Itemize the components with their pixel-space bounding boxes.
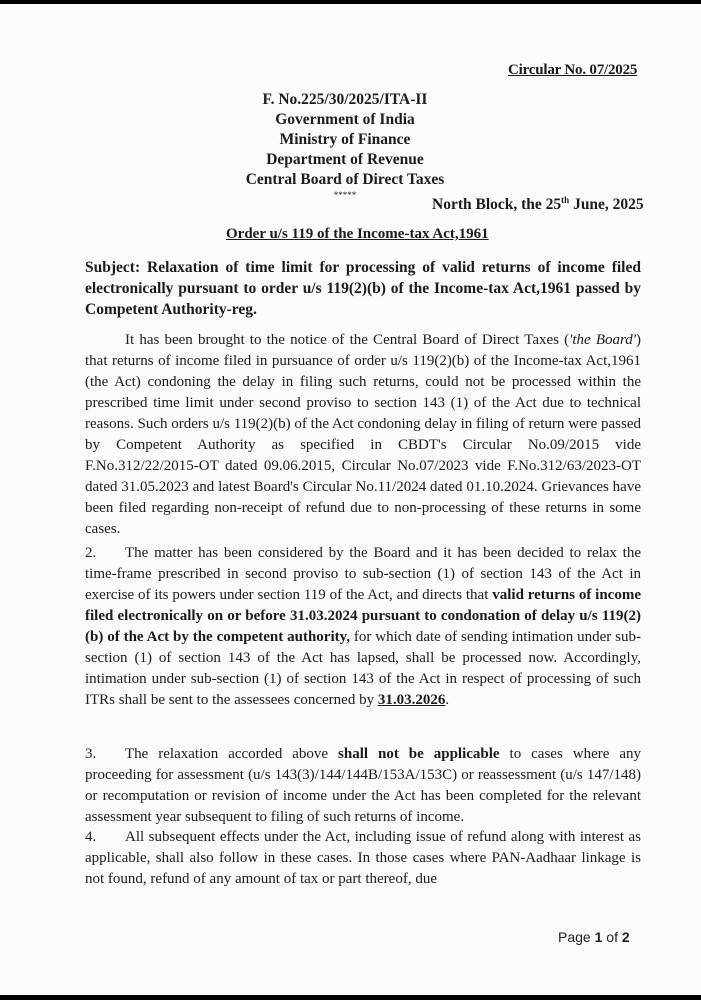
separator-stars: ***** (333, 190, 357, 200)
board-name: Central Board of Direct Taxes (245, 171, 445, 188)
letterhead (200, 90, 490, 200)
paragraph-number: 2. (85, 545, 97, 561)
paragraph-1 (85, 330, 641, 540)
total-pages: 2 (621, 929, 630, 945)
subject-line: Subject: Relaxation of time limit for processing of valid returns of income filed electronically pursuant to order u/s 119(2)(b) of the Income-tax Act,1961 passed by Competent Authority-reg. (85, 259, 641, 318)
date-prefix: North Block, the 25 (432, 196, 562, 214)
page-label: Page (558, 929, 595, 945)
p1-text-b: ) that returns of income filed in pursuance of order u/s 119(2)(b) of the Income-tax Act,1961 (the Act) condoning the delay in filing such returns, could not be processed within the prescribed time limit under second proviso to section 143 (1) of the Act due to technical reasons. Such orders u/s 119(2)(b) of the Act condoning delay in filing of return were passed by Competent Authority as specified in CBDT's Circular No.09/2015 vide F.No.312/22/2015-OT dated 09.06.2015, Circular No.07/2023 vide F.No.312/63/2023-OT dated 31.05.2023 and latest Board's Circular No.11/2024 dated 01.10.2024. Grievances have been filed regarding non-receipt of refund due to non-processing of these returns in some cases. (85, 332, 642, 537)
paragraph-4 (85, 827, 641, 890)
p1-text-a: It has been brought to the notice of the Central Board of Direct Taxes ( (125, 332, 570, 348)
date-ordinal: th (561, 195, 570, 205)
paragraph-number: 4. (85, 829, 97, 845)
page-number (558, 929, 630, 945)
ministry-name: Ministry of Finance (279, 131, 411, 148)
p3-text-a: The relaxation accorded above (125, 746, 339, 762)
p3-text-b: to cases where any proceeding for assessment (u/s 143(3)/144/144B/153A/153C) or reassessment (u/s 147/148) or recomputation or revision of income under the Act has been completed for the relevant assessment year subsequent to filing of such returns of income. (85, 746, 641, 825)
place-date-line (432, 195, 644, 214)
file-number: F. No.225/30/2025/ITA-II (262, 91, 428, 108)
paragraph-2 (85, 543, 641, 711)
p2-bold: valid returns of income filed electronically on or before 31.03.2024 pursuant to condonation of delay u/s 119(2)(b) of the Act by the competent authority, (85, 587, 641, 645)
government-name: Government of India (275, 111, 415, 128)
of-label: of (602, 929, 622, 945)
p2-text-b: for which date of sending intimation under sub-section (1) of section 143 of the Act has lapsed, shall be processed now. Accordingly, intimation under sub-section (1) of section 143 of the Act in respect of processing of such ITRs shall be sent to the assessees concerned by (85, 629, 641, 708)
paragraph-number: 3. (85, 746, 97, 762)
p2-text-c: . (445, 692, 450, 708)
p3-bold: shall not be applicable (338, 746, 500, 762)
p4-text: All subsequent effects under the Act, including issue of refund along with interest as applicable, shall also follow in these cases. In those cases where PAN-Aadhaar linkage is not found, refund of any amount of tax or part thereof, due (85, 829, 641, 887)
document-page (0, 4, 701, 995)
paragraph-3 (85, 744, 641, 828)
p2-text-a: The matter has been considered by the Board and it has been decided to relax the time-frame prescribed in second proviso to sub-section (1) of section 143 of the Act in exercise of its powers under section 119 of the Act, and directs that (85, 545, 641, 603)
date-rest: June, 2025 (569, 196, 644, 214)
deadline-date: 31.03.2026 (377, 692, 446, 708)
p1-italic: 'the Board' (569, 332, 637, 348)
order-title: Order u/s 119 of the Income-tax Act,1961 (226, 226, 489, 242)
current-page: 1 (594, 929, 603, 945)
department-name: Department of Revenue (266, 151, 424, 168)
circular-number: Circular No. 07/2025 (508, 62, 638, 78)
